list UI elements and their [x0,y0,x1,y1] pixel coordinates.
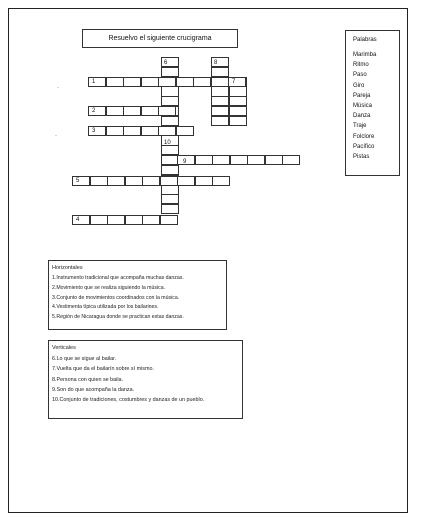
clue-number-6: 6 [164,60,168,66]
crossword-cell[interactable] [125,176,143,186]
vertical-clue: 9.Son do que acompaña la danza. [52,386,135,393]
crossword-cell[interactable] [211,86,229,96]
crossword-cell[interactable] [193,77,211,87]
crossword-cell[interactable] [229,96,247,106]
crossword-cell[interactable] [228,77,246,87]
crossword-cell[interactable] [72,176,90,186]
crossword-cell[interactable] [141,77,159,87]
vertical-clue: 6.Lo que se sigue al bailar. [52,356,117,362]
clue-number-5: 5 [76,178,80,184]
word-bank-item: Marimba [353,52,377,58]
crossword-cell[interactable] [107,176,125,186]
crossword-cell[interactable] [88,77,106,87]
crossword-cell[interactable] [107,215,125,225]
crossword-cell[interactable] [158,106,176,116]
crossword-cell[interactable] [88,126,106,136]
crossword-cell[interactable] [229,106,247,116]
vertical-clue: 10.Conjunto de tradiciones, costumbres y danzas de un pueblo. [52,397,205,404]
crossword-cell[interactable] [160,215,178,225]
crossword-cell[interactable] [282,155,300,165]
crossword-cell[interactable] [195,155,213,165]
crossword-cell[interactable] [177,176,195,186]
word-bank-item: Giro [353,82,365,89]
crossword-cell[interactable] [176,77,194,87]
crossword-cell[interactable] [106,106,124,116]
crossword-cell[interactable] [72,215,90,225]
crossword-cell[interactable] [161,165,179,175]
clue-number-8: 8 [214,60,218,66]
crossword-cell[interactable] [142,176,160,186]
crossword-cell[interactable] [123,106,141,116]
crossword-cell[interactable] [125,215,143,225]
crossword-cell[interactable] [230,155,248,165]
crossword-cell[interactable] [212,176,230,186]
word-bank-item: Traje [353,123,367,130]
crossword-cell[interactable] [141,126,159,136]
clue-number-7: 7 [232,79,236,85]
crossword-cell[interactable] [123,77,141,87]
crossword-cell[interactable] [106,77,124,87]
clue-number-3: 3 [92,128,96,134]
word-bank-item: Pacífico [353,143,375,150]
vertical-clue: 7.Vuelta que da el bailarín sobre sí mismo. [52,366,154,373]
word-bank-heading: Palabras [353,37,377,43]
horizontal-clues [48,260,227,330]
crossword-cell[interactable] [161,184,179,194]
crossword-cell[interactable] [229,86,247,96]
word-bank-item: Folclore [353,133,375,140]
stray-mark: · [55,133,57,139]
crossword-cell[interactable] [247,155,265,165]
crossword-cell[interactable] [141,106,159,116]
word-bank-item: Pistas [353,154,370,161]
clue-number-4: 4 [76,217,80,223]
horizontal-clue: 1.Instrumento tradicional que acompaña muchas danzas. [52,275,184,281]
vertical-clues-heading: Verticales [52,345,76,351]
crossword-cell[interactable] [195,176,213,186]
clue-number-9: 9 [183,159,187,165]
horizontal-clue: 4.Vestimenta típica utilizada por los bailarines. [52,304,159,311]
crossword-cell[interactable] [158,126,176,136]
horizontal-clue: 2.Movimiento que se realiza siguiendo la música. [52,284,166,291]
crossword-cell[interactable] [211,116,229,126]
crossword-cell[interactable] [176,126,194,136]
stray-mark: · [57,85,59,91]
crossword-cell[interactable] [142,215,160,225]
crossword-cell[interactable] [211,106,229,116]
crossword-cell[interactable] [161,204,179,214]
horizontal-clue: 3.Conjunto de movimientos coordinados con la música. [52,294,180,301]
vertical-clue: 8.Persona con quien se baila. [52,376,124,383]
crossword-cell[interactable] [90,176,108,186]
crossword-cell[interactable] [161,116,179,126]
crossword-cell[interactable] [161,96,179,106]
crossword-cell[interactable] [161,194,179,204]
clue-number-10: 10 [164,140,171,146]
crossword-cell[interactable] [229,116,247,126]
horizontal-clue: 5.Región de Nicaragua donde se practican estas danzas. [52,314,184,321]
word-bank-item: Paso [353,72,367,79]
crossword-cell[interactable] [212,155,230,165]
crossword-cell[interactable] [211,77,229,87]
crossword-cell[interactable] [106,126,124,136]
worksheet-title: Resuelvo el siguiente crucigrama [82,29,238,48]
crossword-cell[interactable] [265,155,283,165]
crossword-cell[interactable] [211,96,229,106]
horizontal-clues-heading: Horizontales [52,265,83,271]
clue-number-1: 1 [92,79,96,85]
crossword-cell[interactable] [88,106,106,116]
word-bank-item: Pareja [353,92,371,99]
word-bank-item: Ritmo [353,62,369,69]
clue-number-2: 2 [92,108,96,114]
crossword-cell[interactable] [160,176,178,186]
crossword-cell[interactable] [90,215,108,225]
word-bank-item: Danza [353,113,371,120]
crossword-cell[interactable] [161,86,179,96]
word-bank-item: Música [353,103,373,110]
vertical-clues [48,340,243,419]
crossword-cell[interactable] [158,77,176,87]
crossword-cell[interactable] [123,126,141,136]
